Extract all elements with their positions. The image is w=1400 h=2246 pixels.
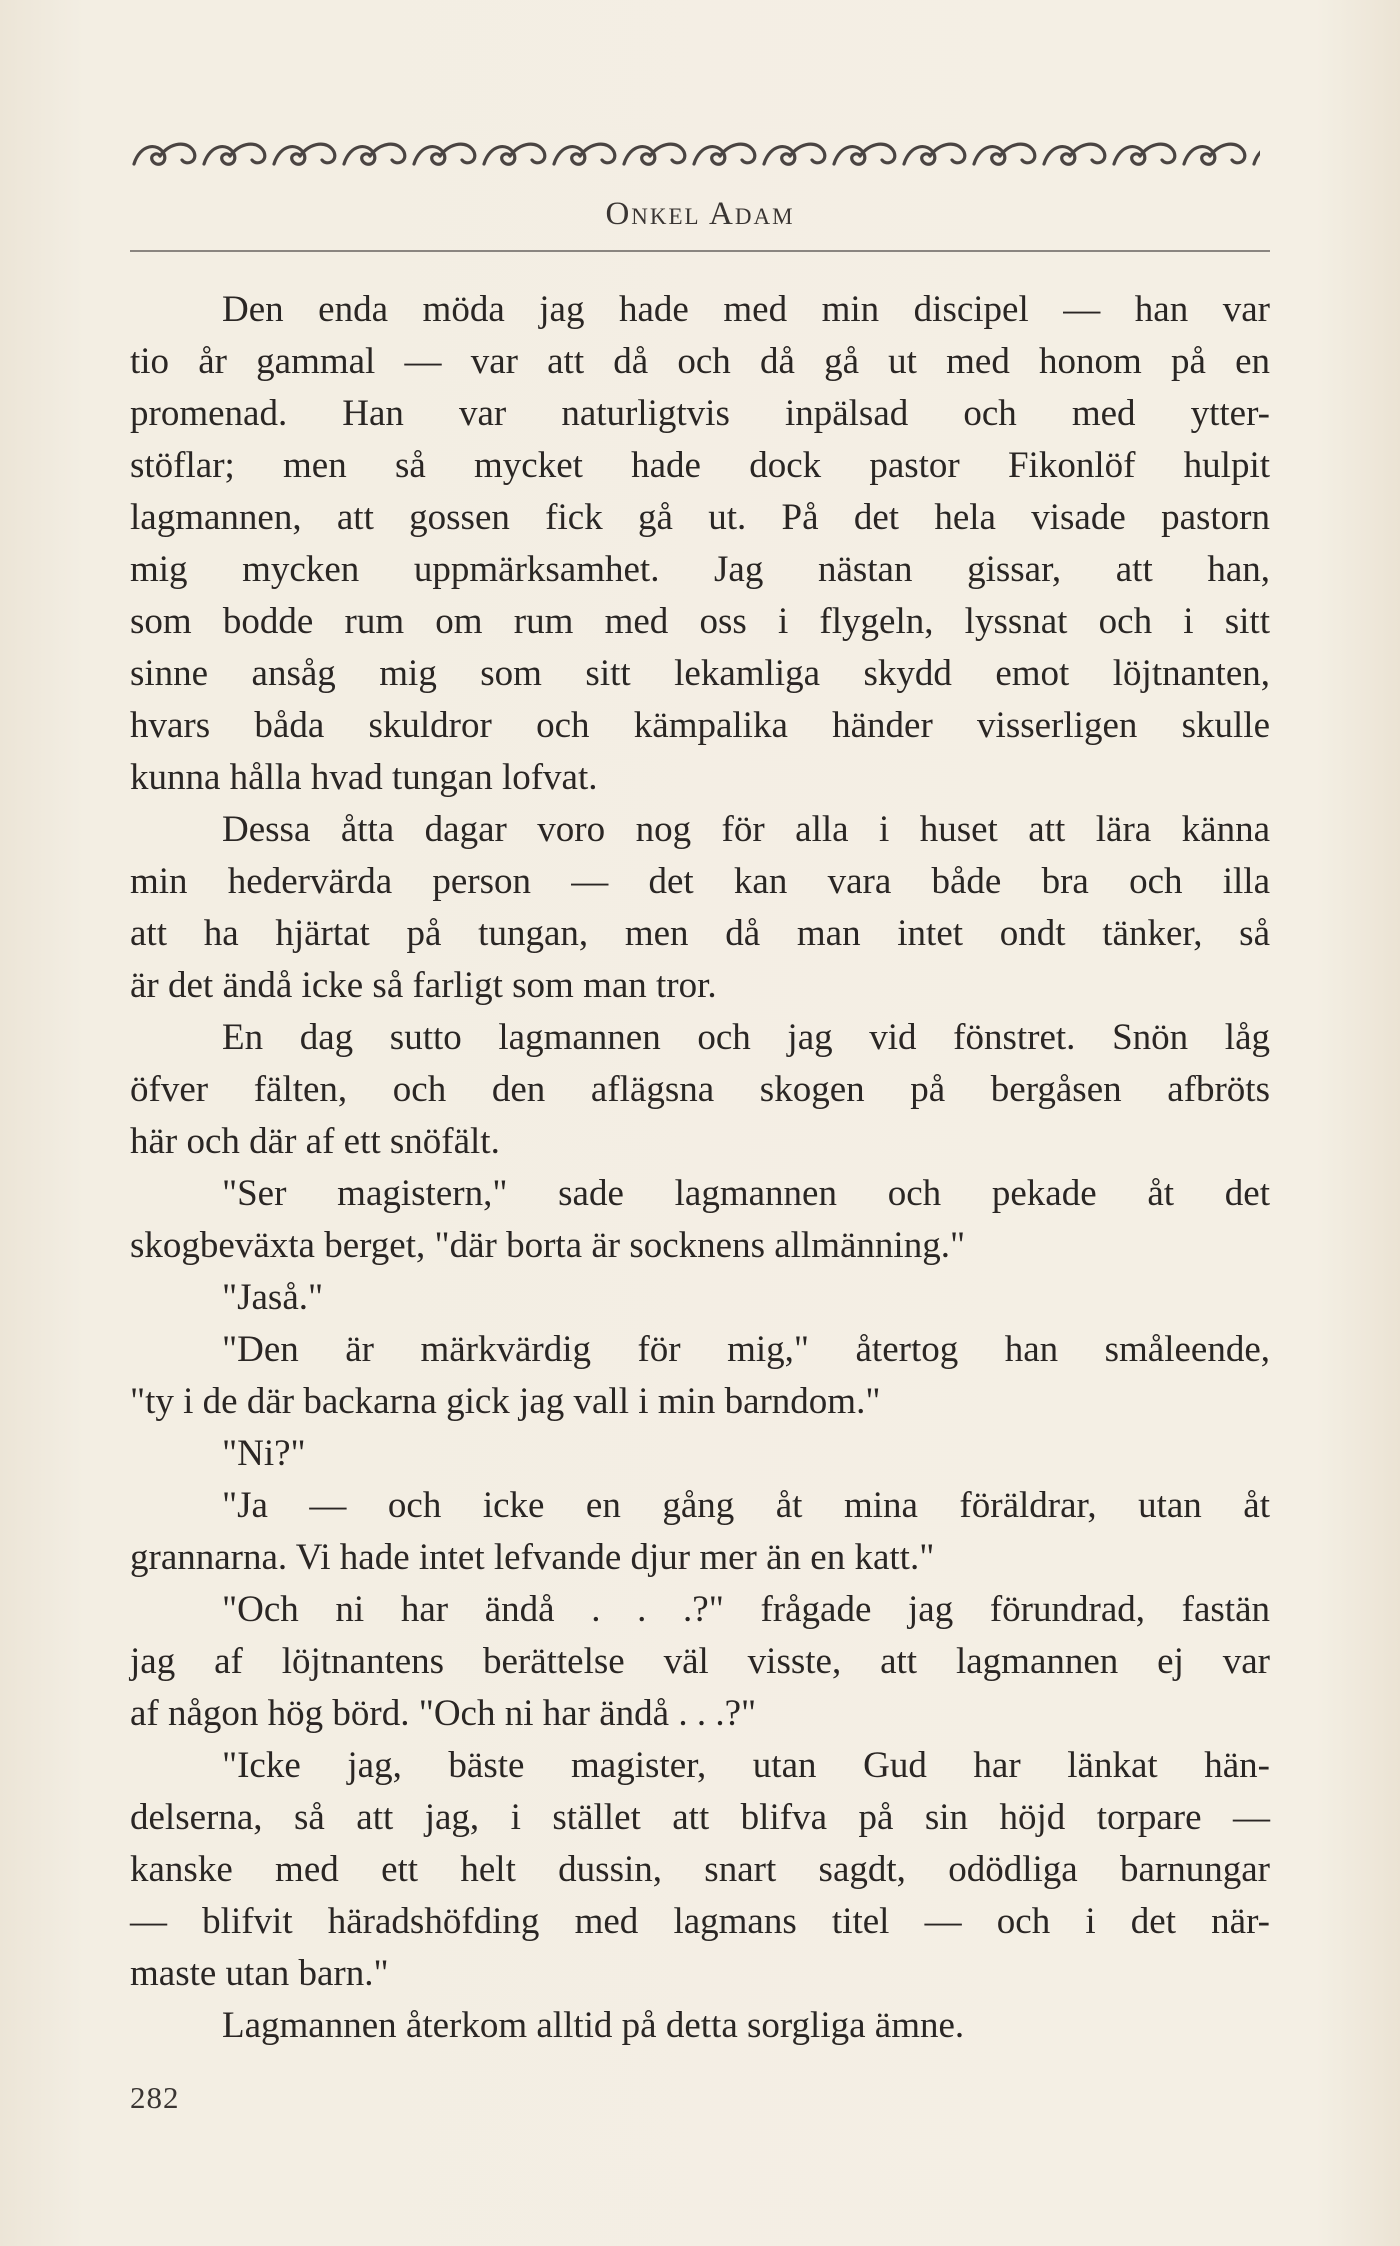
text-line: af någon hög börd. "Och ni har ändå . . .?" [130,1693,757,1734]
text-line: öfver fälten, och den aflägsna skogen på bergåsen afbröts [130,1069,1270,1110]
text-line: "Den är märkvärdig för mig," återtog han småleende, [222,1329,1270,1370]
text-line: är det ändå icke så farligt som man tror. [130,965,717,1006]
text-line: min hedervärda person — det kan vara både bra och illa [130,861,1270,902]
text-line: mig mycken uppmärksamhet. Jag nästan gissar, att han, [130,549,1270,590]
text-line: skogbeväxta berget, "där borta är socknens allmänning." [130,1225,966,1266]
text-line: Lagmannen återkom alltid på detta sorgliga ämne. [222,2005,965,2046]
decorative-header-ornament-icon [130,130,1260,176]
text-line: kanske med ett helt dussin, snart sagdt, odödliga barnungar [130,1849,1270,1890]
text-line: hvars båda skuldror och kämpalika händer visserligen skulle [130,705,1270,746]
text-line: "Ni?" [222,1433,306,1474]
text-line: "Ser magistern," sade lagmannen och pekade åt det [222,1173,1270,1214]
text-line: — blifvit häradshöfding med lagmans titel — och i det när- [130,1901,1270,1942]
text-line: jag af löjtnantens berättelse väl visste, att lagmannen ej var [130,1641,1270,1682]
text-line: tio år gammal — var att då och då gå ut med honom på en [130,341,1270,382]
running-head: Onkel Adam [605,196,795,232]
text-line: stöflar; men så mycket hade dock pastor Fikonlöf hulpit [130,445,1270,486]
text-line: grannarna. Vi hade intet lefvande djur mer än en katt." [130,1537,935,1578]
body-text [130,284,1270,2052]
text-line: här och där af ett snöfält. [130,1121,500,1162]
text-line: Dessa åtta dagar voro nog för alla i huset att lära känna [222,809,1270,850]
text-line: "ty i de där backarna gick jag vall i min barndom." [130,1381,881,1422]
text-line: maste utan barn." [130,1953,389,1994]
text-line: delserna, så att jag, i stället att blifva på sin höjd torpare — [130,1797,1270,1838]
text-line: "Jaså." [222,1277,324,1318]
text-line: Den enda möda jag hade med min discipel — han var [222,289,1270,330]
text-line: att ha hjärtat på tungan, men då man intet ondt tänker, så [130,913,1270,954]
text-line: kunna hålla hvad tungan lofvat. [130,757,598,798]
text-line: "Icke jag, bäste magister, utan Gud har länkat hän- [222,1745,1270,1786]
text-line: lagmannen, att gossen fick gå ut. På det hela visade pastorn [130,497,1270,538]
text-line: "Ja — och icke en gång åt mina föräldrar, utan åt [222,1485,1270,1526]
page-number: 282 [130,2080,180,2115]
header-rule [130,250,1270,252]
text-line: promenad. Han var naturligtvis inpälsad och med ytter- [130,393,1270,434]
text-line: En dag sutto lagmannen och jag vid fönstret. Snön låg [222,1017,1270,1058]
text-line: "Och ni har ändå . . .?" frågade jag förundrad, fastän [222,1589,1270,1630]
text-line: som bodde rum om rum med oss i flygeln, lyssnat och i sitt [130,601,1270,642]
text-line: sinne ansåg mig som sitt lekamliga skydd emot löjtnanten, [130,653,1270,694]
